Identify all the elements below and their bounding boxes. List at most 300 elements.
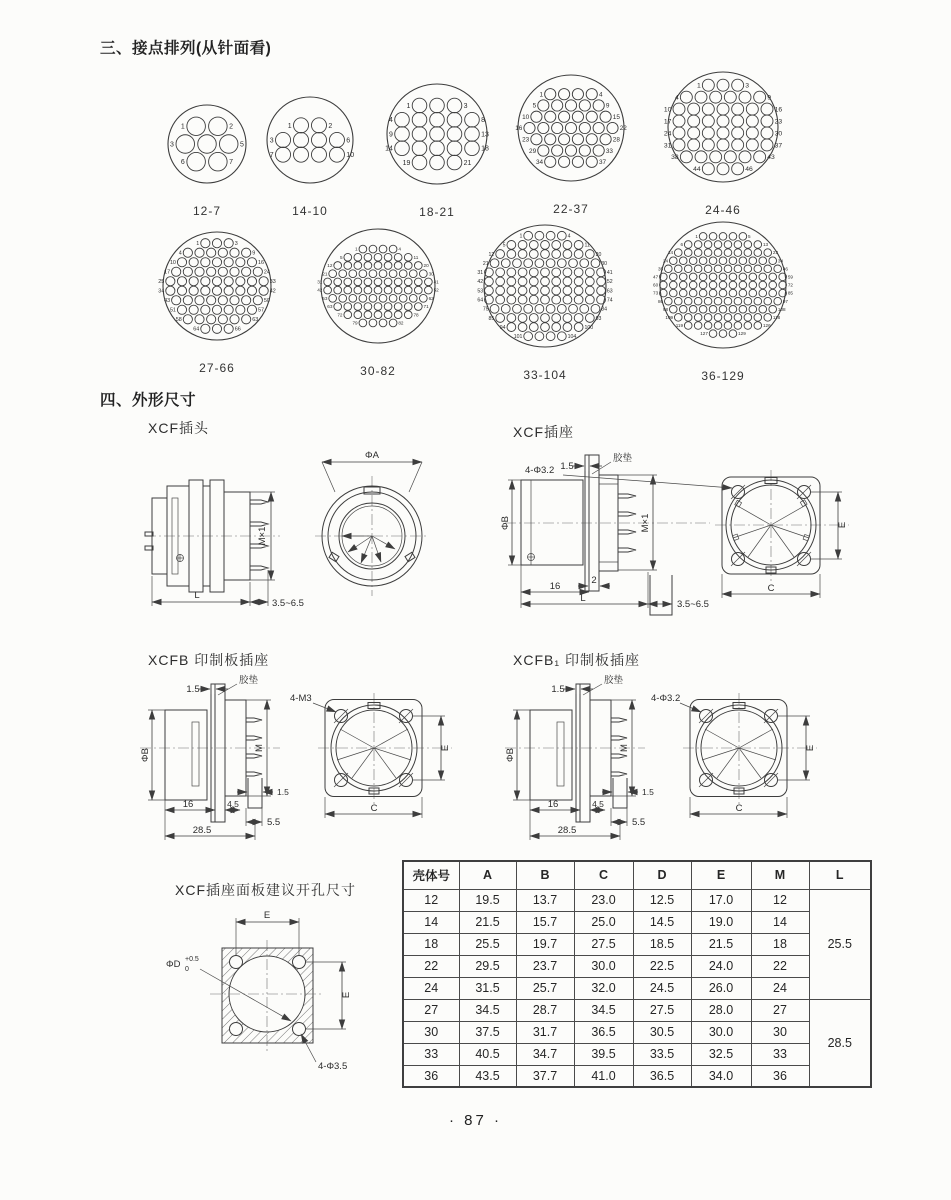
pin-number: 30 (428, 271, 434, 277)
table-cell: 29.5 (459, 955, 516, 977)
pin-number: 85 (488, 315, 495, 322)
pin-number: 7 (269, 152, 274, 160)
pin-number: 52 (606, 279, 613, 286)
pin-number: 23 (774, 118, 783, 126)
pin-number: 33 (605, 147, 613, 155)
pin-number: 71 (423, 304, 429, 310)
pin-number: 126 (762, 323, 771, 329)
pin-number: 22 (619, 125, 627, 133)
table-cell: 22.5 (633, 955, 691, 977)
panel-cutout-drawing (140, 906, 390, 1091)
pin-number: 13 (762, 242, 769, 248)
socket-16-dim: 16 (549, 581, 561, 592)
pin-number: 18 (481, 145, 489, 153)
pin-number: 5 (339, 254, 343, 260)
pin-number: 3 (463, 102, 468, 110)
xcfb-body-diameter-dim: ΦB (140, 748, 151, 762)
table-header-cell: D (633, 861, 691, 889)
pin-number: 14 (667, 250, 674, 256)
pin-number: 2 (328, 122, 333, 130)
xcfb1-tail-width-dim: 1.5 (642, 787, 654, 797)
pin-number: 6 (346, 137, 351, 145)
xcfb-55-dim: 5.5 (267, 817, 281, 828)
contact-figure-22-37 (503, 60, 639, 216)
pin-number: 4 (389, 117, 393, 125)
table-cell: 30 (751, 1021, 809, 1043)
dim-table-body (403, 889, 871, 1087)
table-cell: 30.0 (574, 955, 633, 977)
pin-number: 31 (317, 279, 323, 285)
table-cell: 19.5 (459, 889, 516, 911)
contact-figure-label: 36-129 (701, 369, 745, 383)
pin-number: 51 (169, 307, 176, 314)
pin-number: 20 (423, 263, 429, 269)
table-cell: 36.5 (574, 1021, 633, 1043)
socket-thread-dim: M×1 (640, 513, 651, 533)
xcfb-tail-width-dim: 1.5 (277, 787, 289, 797)
pin-number: 24 (263, 269, 270, 276)
contact-figure-label: 14-10 (292, 204, 328, 218)
contact-figure-label: 30-82 (360, 364, 396, 378)
pin-number: 66 (234, 326, 241, 333)
xcfb1-45-dim: 4.5 (592, 799, 604, 809)
pin-number: 1 (519, 233, 523, 240)
pin-number: 16 (774, 106, 783, 114)
pin-number: 41 (606, 270, 613, 277)
table-cell: 28.7 (516, 999, 574, 1021)
table-row (403, 933, 871, 955)
pin-number: 104 (567, 334, 577, 341)
pin-number: 35 (658, 266, 664, 272)
contact-figure-12-7 (153, 90, 261, 218)
contact-figure-24-46 (653, 57, 793, 217)
pin-number: 21 (482, 260, 489, 267)
contact-figure-33-104 (469, 210, 621, 382)
pin-number: 5 (240, 141, 244, 149)
pin-number: 10 (522, 113, 530, 121)
table-cell-L-group: 25.5 (809, 889, 871, 999)
table-cell: 18 (403, 933, 459, 955)
pin-number: 72 (787, 282, 793, 288)
panel-E-side-dim: E (341, 991, 352, 999)
table-cell: 31.7 (516, 1021, 574, 1043)
contact-face-drawing (306, 214, 450, 358)
pin-number: 37 (598, 159, 607, 167)
table-cell: 30 (403, 1021, 459, 1043)
contact-face-drawing (153, 90, 261, 198)
contact-face-drawing (653, 57, 793, 197)
pin-number: 129 (738, 331, 746, 337)
pin-number: 47 (653, 274, 659, 280)
pin-number: 84 (601, 306, 608, 313)
pin-number: 94 (499, 324, 506, 331)
pin-number: 11 (413, 254, 419, 260)
xcfb-drawing (140, 668, 480, 873)
pin-number: 44 (693, 166, 701, 174)
xcfb1-gasket-label: 胶垫 (604, 675, 624, 686)
pin-number: 17 (663, 118, 672, 126)
xcfb-285-dim: 28.5 (192, 825, 212, 836)
table-cell: 36 (751, 1065, 809, 1087)
table-header-cell: M (751, 861, 809, 889)
table-cell: 28.0 (691, 999, 751, 1021)
table-cell: 40.5 (459, 1043, 516, 1065)
pin-number: 24 (662, 258, 669, 264)
xcfb1-285-dim: 28.5 (557, 825, 577, 836)
pin-number: 1 (539, 91, 544, 99)
pin-number: 42 (317, 287, 323, 293)
pin-number: 23 (772, 250, 779, 256)
pin-number: 34 (158, 288, 165, 295)
pin-number: 21 (463, 159, 472, 167)
section-dimensions-heading: 四、外形尺寸 (100, 392, 197, 409)
pin-number: 31 (663, 142, 672, 150)
pin-number: 1 (406, 102, 411, 110)
xcfb-45-dim: 4.5 (227, 799, 239, 809)
pin-number: 85 (787, 290, 793, 296)
dimension-table (402, 860, 872, 1088)
pin-number: 46 (745, 166, 753, 174)
table-cell: 24.0 (691, 955, 751, 977)
table-cell: 32.5 (691, 1043, 751, 1065)
pin-number: 9 (389, 131, 393, 139)
table-cell: 22 (751, 955, 809, 977)
pin-number: 109 (665, 315, 674, 321)
contact-figure-36-129 (645, 207, 801, 383)
table-row (403, 977, 871, 999)
plug-drawing (145, 446, 475, 646)
pin-number: 63 (606, 288, 613, 295)
table-cell: 12.5 (633, 889, 691, 911)
xcfb-C-dim: C (370, 803, 378, 814)
pin-number: 10 (169, 260, 176, 267)
pin-number: 43 (164, 298, 171, 305)
pin-number: 1 (180, 123, 185, 131)
table-cell: 34.7 (516, 1043, 574, 1065)
xcfb-title: XCFB 印制板插座 (148, 652, 270, 668)
plug-pin-length-dim: 3.5~6.5 (272, 598, 304, 609)
pin-number: 6 (180, 159, 185, 167)
pin-number: 28 (612, 136, 620, 144)
table-cell: 21.5 (459, 911, 516, 933)
contact-face-drawing (503, 60, 639, 196)
socket-drawing (500, 446, 895, 646)
table-cell: 22 (403, 955, 459, 977)
table-cell: 34.0 (691, 1065, 751, 1087)
socket-gasket-label: 胶垫 (613, 453, 633, 464)
table-cell: 41.0 (574, 1065, 633, 1087)
table-cell: 21.5 (691, 933, 751, 955)
table-header-row (403, 861, 871, 889)
pin-number: 52 (433, 287, 439, 293)
pin-number: 118 (772, 315, 781, 321)
pin-number: 10 (663, 106, 672, 114)
table-cell: 17.0 (691, 889, 751, 911)
contact-figure-30-82 (306, 214, 450, 378)
table-cell-L-group: 28.5 (809, 999, 871, 1087)
pin-number: 74 (606, 297, 613, 304)
contact-figure-label: 18-21 (419, 205, 455, 219)
xcfb-mount-holes-label: 4-M3 (290, 693, 312, 704)
pin-number: 1 (695, 233, 698, 239)
pin-number: 10 (346, 152, 355, 160)
socket-gasket-thickness-dim: 1.5 (560, 461, 574, 472)
pin-number: 23 (522, 136, 530, 144)
socket-length-dim: L (580, 593, 586, 604)
pin-number: 79 (352, 320, 358, 326)
pin-number: 100 (584, 324, 594, 331)
table-cell: 12 (751, 889, 809, 911)
xcfb-gasket-label: 胶垫 (239, 675, 259, 686)
table-header-cell: E (691, 861, 751, 889)
pin-number: 1 (196, 241, 200, 248)
pin-number: 8 (481, 117, 485, 125)
plug-length-dim: L (194, 590, 200, 601)
pin-number: 42 (477, 279, 484, 286)
xcfb-16-dim: 16 (182, 799, 194, 810)
table-cell: 27.5 (633, 999, 691, 1021)
xcfb1-drawing (505, 668, 845, 873)
pin-number: 63 (327, 304, 333, 310)
socket-C-dim: C (767, 583, 775, 594)
xcfb1-gasket-thickness-dim: 1.5 (551, 684, 565, 695)
table-row (403, 955, 871, 977)
contact-figure-label: 22-37 (553, 202, 589, 216)
table-cell: 27 (403, 999, 459, 1021)
pin-number: 33 (269, 279, 276, 286)
table-header-cell: B (516, 861, 574, 889)
pin-number: 9 (767, 94, 772, 102)
pin-number: 119 (675, 323, 684, 329)
pin-number: 97 (782, 298, 788, 304)
table-cell: 33.5 (633, 1043, 691, 1065)
pin-number: 34 (535, 159, 544, 167)
pin-number: 59 (787, 274, 793, 280)
pin-number: 9 (605, 102, 610, 110)
pin-number: 108 (777, 306, 786, 312)
pin-number: 1 (696, 82, 701, 90)
pin-number: 30 (774, 130, 783, 138)
pin-number: 4 (567, 233, 571, 240)
table-cell: 12 (403, 889, 459, 911)
pin-number: 4 (598, 91, 603, 99)
xcfb-thread-dim: M (254, 744, 265, 752)
pin-number: 3 (170, 141, 174, 149)
table-cell: 30.5 (633, 1021, 691, 1043)
pin-number: 16 (258, 260, 265, 267)
pin-number: 93 (595, 315, 602, 322)
table-header-cell: L (809, 861, 871, 889)
table-cell: 36 (403, 1065, 459, 1087)
table-cell: 19.7 (516, 933, 574, 955)
pin-number: 16 (515, 125, 523, 133)
contact-face-drawing (148, 217, 286, 355)
pin-number: 4 (398, 246, 401, 252)
pin-number: 41 (433, 279, 439, 285)
pin-number: 2 (229, 123, 234, 131)
xcfb-E-dim: E (440, 744, 451, 752)
pin-number: 42 (269, 288, 276, 295)
table-header-cell: 壳体号 (403, 861, 459, 889)
table-row (403, 1043, 871, 1065)
plug-diameter-dim: ΦA (365, 450, 379, 461)
pin-number: 53 (477, 288, 484, 295)
contact-figure-18-21 (372, 69, 502, 219)
pin-number: 86 (658, 298, 664, 304)
pin-number: 5 (748, 233, 751, 239)
table-cell: 14.5 (633, 911, 691, 933)
xcfb1-thread-dim: M (619, 744, 630, 752)
pin-number: 12 (488, 251, 495, 258)
socket-pin-length-dim: 3.5~6.5 (677, 599, 709, 610)
table-cell: 23.0 (574, 889, 633, 911)
pin-number: 98 (662, 306, 669, 312)
pin-number: 13 (481, 131, 489, 139)
table-cell: 13.7 (516, 889, 574, 911)
table-cell: 24.5 (633, 977, 691, 999)
pin-number: 30 (601, 260, 608, 267)
table-row (403, 911, 871, 933)
xcfb1-body-diameter-dim: ΦB (505, 748, 516, 762)
pin-number: 21 (322, 271, 328, 277)
table-cell: 26.0 (691, 977, 751, 999)
xcfb1-C-dim: C (735, 803, 743, 814)
table-row (403, 1065, 871, 1087)
table-cell: 32.0 (574, 977, 633, 999)
contact-figure-label: 24-46 (705, 203, 741, 217)
panel-corner-holes-label: 4-Φ3.5 (318, 1061, 348, 1072)
table-cell: 31.5 (459, 977, 516, 999)
table-cell: 34.5 (574, 999, 633, 1021)
table-cell: 18.5 (633, 933, 691, 955)
pin-number: 43 (767, 154, 775, 162)
pin-number: 62 (428, 295, 434, 301)
pin-number: 20 (595, 251, 602, 258)
table-cell: 43.5 (459, 1065, 516, 1087)
pin-number: 73 (653, 290, 659, 296)
xcfb-gasket-thickness-dim: 1.5 (186, 684, 200, 695)
pin-number: 4 (178, 250, 182, 257)
table-cell: 25.5 (459, 933, 516, 955)
pin-number: 5 (502, 242, 506, 249)
pin-number: 24 (663, 130, 672, 138)
page-number: · 87 · (448, 1112, 502, 1129)
pin-number: 75 (482, 306, 489, 313)
xcfb1-mount-holes-label: 4-Φ3.2 (651, 693, 681, 704)
contact-figure-27-66 (148, 217, 286, 375)
pin-number: 60 (653, 282, 659, 288)
xcfb1-title: XCFB₁ 印制板插座 (513, 652, 640, 668)
pin-number: 101 (513, 334, 523, 341)
table-row (403, 889, 871, 911)
panel-hole-tolerance-minus: 0 (185, 966, 189, 973)
pin-number: 19 (402, 159, 411, 167)
table-cell: 14 (403, 911, 459, 933)
pin-number: 1 (355, 246, 358, 252)
pin-number: 6 (680, 242, 684, 248)
table-cell: 37.7 (516, 1065, 574, 1087)
table-cell: 33 (751, 1043, 809, 1065)
pin-number: 78 (413, 312, 419, 318)
table-row (403, 1021, 871, 1043)
pin-number: 72 (337, 312, 343, 318)
table-header-cell: A (459, 861, 516, 889)
pin-number: 37 (774, 142, 783, 150)
table-row (403, 999, 871, 1021)
table-cell: 19.0 (691, 911, 751, 933)
panel-E-top-dim: E (263, 910, 271, 921)
pin-number: 3 (234, 241, 238, 248)
table-cell: 39.5 (574, 1043, 633, 1065)
table-cell: 15.7 (516, 911, 574, 933)
xcfb1-16-dim: 16 (547, 799, 559, 810)
table-cell: 36.5 (633, 1065, 691, 1087)
pin-number: 7 (229, 159, 234, 167)
pin-number: 64 (477, 297, 484, 304)
table-cell: 18 (751, 933, 809, 955)
pin-number: 11 (584, 242, 590, 249)
pin-number: 38 (671, 154, 679, 162)
panel-hole-diameter-dim: ΦD (166, 959, 181, 970)
contact-face-drawing (252, 82, 368, 198)
pin-number: 34 (777, 258, 784, 264)
pin-number: 127 (700, 331, 708, 337)
pin-number: 58 (175, 317, 182, 324)
xcfb1-55-dim: 5.5 (632, 817, 646, 828)
table-cell: 24 (751, 977, 809, 999)
table-cell: 33 (403, 1043, 459, 1065)
socket-mount-holes-label: 4-Φ3.2 (525, 465, 555, 476)
table-cell: 27.5 (574, 933, 633, 955)
table-cell: 25.7 (516, 977, 574, 999)
contact-figure-label: 33-104 (523, 368, 567, 382)
contact-face-drawing (469, 210, 621, 362)
socket-flange-width-dim: 2 (591, 575, 597, 586)
panel-cutout-title: XCF插座面板建议开孔尺寸 (175, 882, 356, 898)
pin-number: 57 (258, 307, 265, 314)
pin-number: 82 (398, 320, 404, 326)
contact-figure-label: 27-66 (199, 361, 235, 375)
section-contacts-heading: 三、接点排列(从针面看) (100, 40, 272, 57)
table-cell: 25.0 (574, 911, 633, 933)
table-cell: 30.0 (691, 1021, 751, 1043)
pin-number: 15 (612, 113, 620, 121)
pin-number: 29 (529, 147, 537, 155)
table-header-cell: C (574, 861, 633, 889)
pin-number: 17 (164, 269, 171, 276)
pin-number: 64 (193, 326, 200, 333)
table-cell: 14 (751, 911, 809, 933)
pin-number: 14 (385, 145, 393, 153)
pin-number: 12 (327, 263, 333, 269)
pin-number: 31 (477, 270, 484, 277)
table-cell: 27 (751, 999, 809, 1021)
contact-face-drawing (372, 69, 502, 199)
table-cell: 34.5 (459, 999, 516, 1021)
socket-body-diameter-dim: ΦB (500, 516, 511, 530)
pin-number: 25 (158, 279, 165, 286)
contact-face-drawing (645, 207, 801, 363)
pin-number: 3 (745, 82, 750, 90)
plug-thread-dim: M×1 (257, 526, 268, 546)
table-cell: 23.7 (516, 955, 574, 977)
table-cell: 24 (403, 977, 459, 999)
pin-number: 50 (263, 298, 270, 305)
contact-figure-14-10 (252, 82, 368, 218)
pin-number: 4 (674, 94, 679, 102)
pin-number: 5 (532, 102, 537, 110)
pin-number: 1 (287, 122, 292, 130)
